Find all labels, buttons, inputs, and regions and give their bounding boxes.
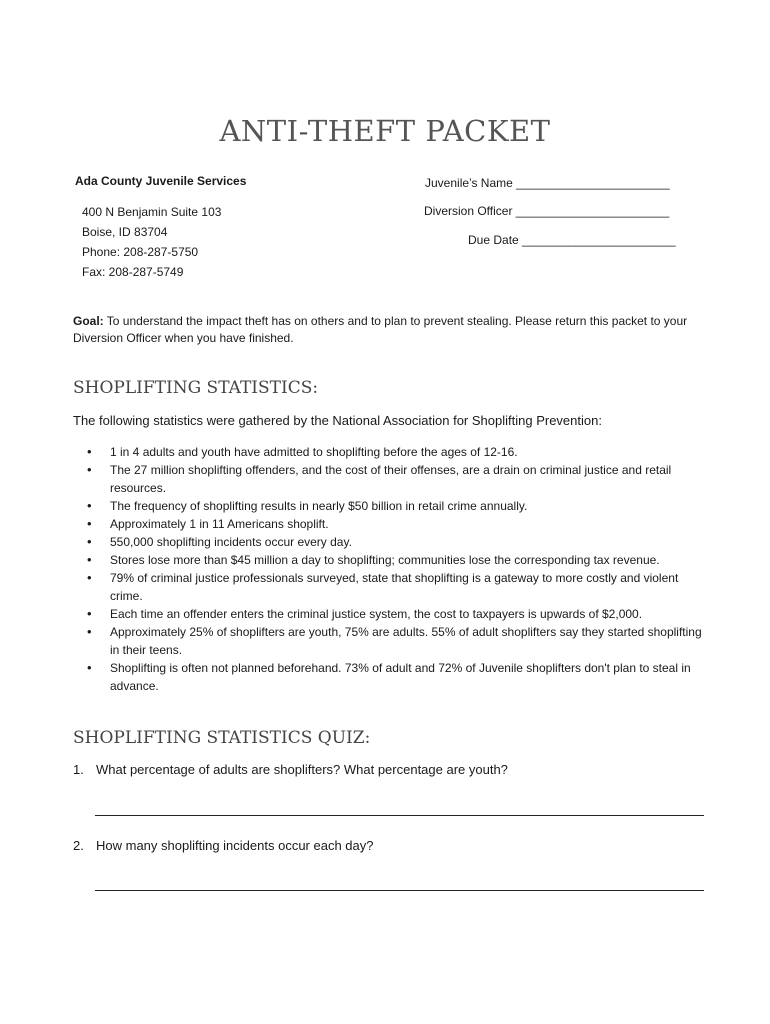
question-number: 1. (73, 762, 84, 777)
agency-name: Ada County Juvenile Services (75, 174, 247, 188)
diversion-officer-field[interactable]: Diversion Officer _______________________ (424, 204, 670, 218)
question-number: 2. (73, 838, 84, 853)
list-item: • Approximately 1 in 11 Americans shoplift. (110, 515, 710, 533)
list-item: • Approximately 25% of shoplifters are youth, 75% are adults. 55% of adult shoplifters say they started shoplifting in their teens. (110, 623, 710, 659)
list-item: • 1 in 4 adults and youth have admitted to shoplifting before the ages of 12-16. (110, 443, 710, 461)
statistics-heading: SHOPLIFTING STATISTICS: (73, 378, 319, 398)
question-text: How many shoplifting incidents occur each day? (96, 838, 374, 853)
goal-label: Goal: (73, 314, 104, 328)
address-phone: Phone: 208-287-5750 (82, 245, 199, 259)
goal-text: To understand the impact theft has on others and to plan to prevent stealing. Please return this packet to your Diversion Officer when you have finished. (73, 314, 688, 345)
statistics-list (110, 443, 710, 695)
statistics-intro: The following statistics were gathered by the National Association for Shoplifting Prevention: (73, 413, 602, 428)
goal-statement (73, 313, 703, 347)
due-date-field[interactable]: Due Date _______________________ (468, 233, 676, 247)
list-item: • The 27 million shoplifting offenders, and the cost of their offenses, are a drain on criminal justice and retail resources. (110, 461, 710, 497)
answer-line-2[interactable] (95, 890, 704, 891)
address-city: Boise, ID 83704 (82, 225, 168, 239)
list-item: • Each time an offender enters the criminal justice system, the cost to taxpayers is upwards of $2,000. (110, 605, 710, 623)
quiz-question-2 (73, 838, 373, 853)
address-fax: Fax: 208-287-5749 (82, 265, 184, 279)
quiz-question-1 (73, 762, 508, 777)
address-street: 400 N Benjamin Suite 103 (82, 205, 222, 219)
list-item: • 79% of criminal justice professionals surveyed, state that shoplifting is a gateway to more costly and violent crime. (110, 569, 710, 605)
answer-line-1[interactable] (95, 815, 704, 816)
question-text: What percentage of adults are shoplifters? What percentage are youth? (96, 762, 508, 777)
list-item: • 550,000 shoplifting incidents occur every day. (110, 533, 710, 551)
page-title: ANTI-THEFT PACKET (219, 114, 551, 148)
juvenile-name-field[interactable]: Juvenile’s Name _______________________ (425, 176, 670, 190)
list-item: • The frequency of shoplifting results in nearly $50 billion in retail crime annually. (110, 497, 710, 515)
list-item: • Shoplifting is often not planned beforehand. 73% of adult and 72% of Juvenile shoplifters don't plan to steal in advance. (110, 659, 710, 695)
agency-address (82, 202, 221, 282)
list-item: • Stores lose more than $45 million a day to shoplifting; communities lose the corresponding tax revenue. (110, 551, 710, 569)
quiz-heading: SHOPLIFTING STATISTICS QUIZ: (73, 728, 371, 748)
